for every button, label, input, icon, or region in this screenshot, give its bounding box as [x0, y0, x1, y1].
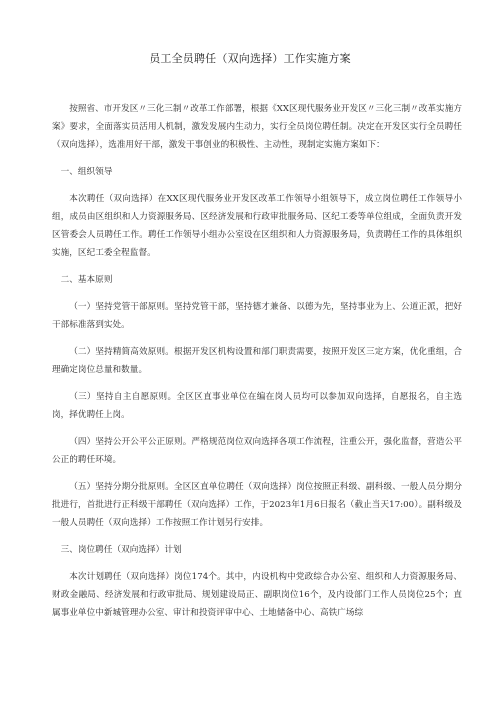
document-title: 员工全员聘任（双向选择）工作实施方案 — [149, 52, 351, 65]
principle-paragraph-5: （五）坚持分期分批原则。全区区直单位聘任（双向选择）岗位按照正科级、副科级、一般人员分期分批进行，首批进行正科级干部聘任（双向选择）工作，于2023年1月6日报名（截止当天17:00）。副科级及一般人员聘任（双向选择）工作按照工作计划另行安排。 — [52, 482, 462, 528]
section-heading-principles: 二、基本原则 — [60, 275, 113, 285]
section-heading-organization: 一、组织领导 — [60, 167, 113, 177]
principle-paragraph-2: （二）坚持精简高效原则。根据开发区机构设置和部门职责需要，按照开发区三定方案，优化重组，合理确定岗位总量和数量。 — [52, 347, 462, 375]
intro-paragraph: 按照省、市开发区〃三化三制〃改革工作部署，根据《XX区现代服务业开发区〃三化三制〃改革实施方案》要求，全面落实员活用人机制，激发发展内生动力，实行全员岗位聘任制。决定在开发区实行全员聘任（双向选择），选准用好干部，激发干事创业的积极性、主动性，现制定实施方案如下： — [52, 104, 462, 150]
section-heading-plan: 三、岗位聘任（双向选择）计划 — [60, 545, 182, 555]
principle-paragraph-4: （四）坚持公开公平公正原则。严格规范岗位双向选择各项工作流程，注重公开，强化监督，营造公平公正的聘任环境。 — [52, 437, 462, 465]
section-paragraph-plan: 本次计划聘任（双向选择）岗位174个。其中，内设机构中党政综合办公室、组织和人力资源服务局、财政金融局、经济发展和行政审批局、规划建设局正、副职岗位16个，及内设部门工作人员岗位25个；直属事业单位中新城管理办公室、审计和投资评审中心、土地储备中心、高铁广场综 — [52, 572, 462, 618]
principle-paragraph-3: （三）坚持自主自愿原则。全区区直事业单位在编在岗人员均可以参加双向选择，自愿报名，自主选岗，择优聘任上岗。 — [52, 392, 462, 420]
section-paragraph-organization: 本次聘任（双向选择）在XX区现代服务业开发区改革工作领导小组领导下，成立岗位聘任工作领导小组，成员由区组织和人力资源服务局、区经济发展和行政审批服务局、区纪工委等单位组成，全面负责开发区管委会人员聘任工作。聘任工作领导小组办公室设在区组织和人力资源服务局，负责聘任工作的具体组织实施，区纪工委全程监督。 — [52, 194, 462, 258]
document-body — [52, 100, 462, 631]
principle-paragraph-1: （一）坚持党管干部原则。坚持党管干部，坚持德才兼备、以德为先，坚持事业为上、公道正派，把好干部标准落到实处。 — [52, 302, 462, 330]
